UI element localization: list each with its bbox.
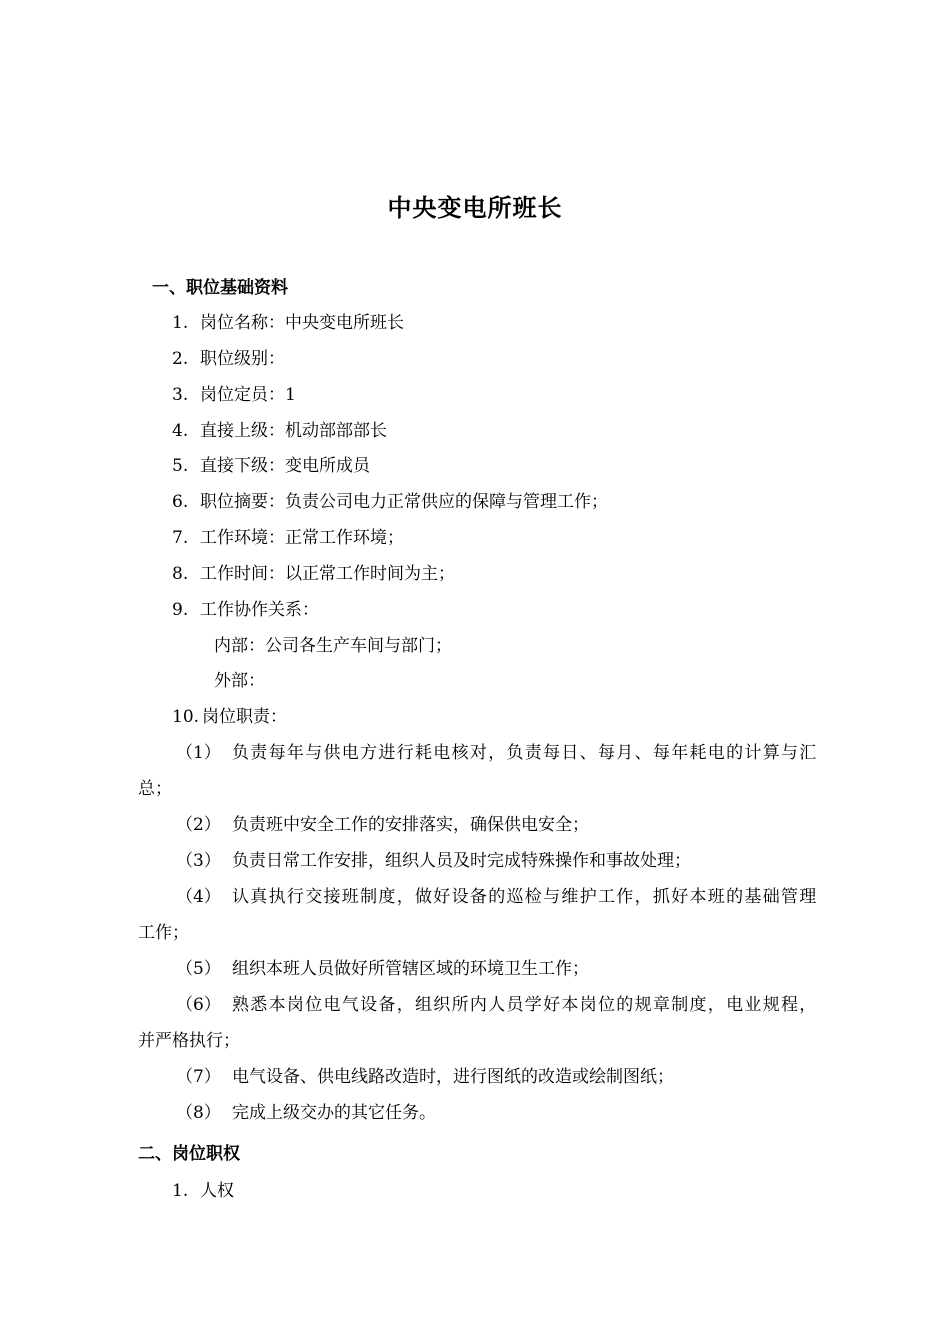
duty-text: 熟悉本岗位电气设备，组织所内人员学好本岗位的规章制度，电业规程， (232, 995, 818, 1015)
duty-number: （7） (176, 1067, 221, 1087)
duty-text: 电气设备、供电线路改造时，进行图纸的改造或绘制图纸； (232, 1067, 674, 1087)
item-number: 10. (172, 707, 200, 727)
duty-number: （6） (176, 995, 221, 1015)
duty-number: （4） (176, 887, 221, 907)
duty-number: （2） (176, 815, 221, 835)
duty-item (176, 884, 818, 910)
list-item (172, 346, 285, 372)
item-text: 直接下级：变电所成员 (200, 456, 370, 476)
list-item (172, 489, 608, 515)
duty-number: （3） (176, 851, 221, 871)
item-text: 人权 (200, 1181, 234, 1201)
duty-continuation: 总； (138, 779, 172, 799)
section2-heading: 二、岗位职权 (138, 1144, 240, 1164)
item-text: 职位级别： (200, 349, 285, 369)
section1-heading: 一、职位基础资料 (152, 278, 288, 298)
item-number: 4. (172, 421, 189, 441)
duty-item (176, 956, 589, 982)
list-item (172, 1178, 234, 1204)
external-relation: 外部： (214, 671, 265, 691)
item-text: 工作环境：正常工作环境； (200, 528, 404, 548)
item-number: 1. (172, 313, 189, 333)
duty-item (176, 1064, 674, 1090)
list-item (172, 310, 404, 336)
internal-relation: 内部：公司各生产车间与部门； (214, 636, 452, 656)
list-item (172, 382, 296, 408)
document-title: 中央变电所班长 (387, 194, 563, 222)
duty-item (176, 992, 818, 1018)
duty-number: （5） (176, 959, 221, 979)
item-number: 9. (172, 600, 189, 620)
item-number: 8. (172, 564, 189, 584)
duty-text: 负责日常工作安排，组织人员及时完成特殊操作和事故处理； (232, 851, 691, 871)
item-number: 5. (172, 456, 189, 476)
duty-item (176, 812, 589, 838)
list-item (172, 525, 404, 551)
duty-text: 负责每年与供电方进行耗电核对，负责每日、每月、每年耗电的计算与汇 (232, 743, 818, 763)
item-text: 职位摘要：负责公司电力正常供应的保障与管理工作； (200, 492, 608, 512)
item-text: 岗位定员：1 (200, 385, 296, 405)
duty-text: 负责班中安全工作的安排落实，确保供电安全； (232, 815, 589, 835)
item-text: 工作协作关系： (200, 600, 319, 620)
list-item (172, 597, 319, 623)
duty-item (176, 848, 691, 874)
item-number: 3. (172, 385, 189, 405)
duty-text: 完成上级交办的其它任务。 (232, 1103, 436, 1123)
duty-item (176, 1100, 436, 1126)
duty-number: （8） (176, 1103, 221, 1123)
item-text: 岗位名称：中央变电所班长 (200, 313, 404, 333)
duty-continuation: 工作； (138, 923, 189, 943)
duty-item (176, 740, 818, 766)
item-number: 6. (172, 492, 189, 512)
list-item (172, 453, 370, 479)
item-number: 7. (172, 528, 189, 548)
item-number: 2. (172, 349, 189, 369)
item-text: 直接上级：机动部部部长 (200, 421, 387, 441)
list-item (172, 418, 387, 444)
item-number: 1. (172, 1181, 189, 1201)
duty-continuation: 并严格执行； (138, 1031, 240, 1051)
duty-number: （1） (176, 743, 221, 763)
item-text: 工作时间：以正常工作时间为主； (200, 564, 455, 584)
item-text: 岗位职责： (202, 707, 287, 727)
duty-text: 组织本班人员做好所管辖区域的环境卫生工作； (232, 959, 589, 979)
list-item (172, 704, 287, 730)
duty-text: 认真执行交接班制度，做好设备的巡检与维护工作，抓好本班的基础管理 (232, 887, 818, 907)
list-item (172, 561, 455, 587)
